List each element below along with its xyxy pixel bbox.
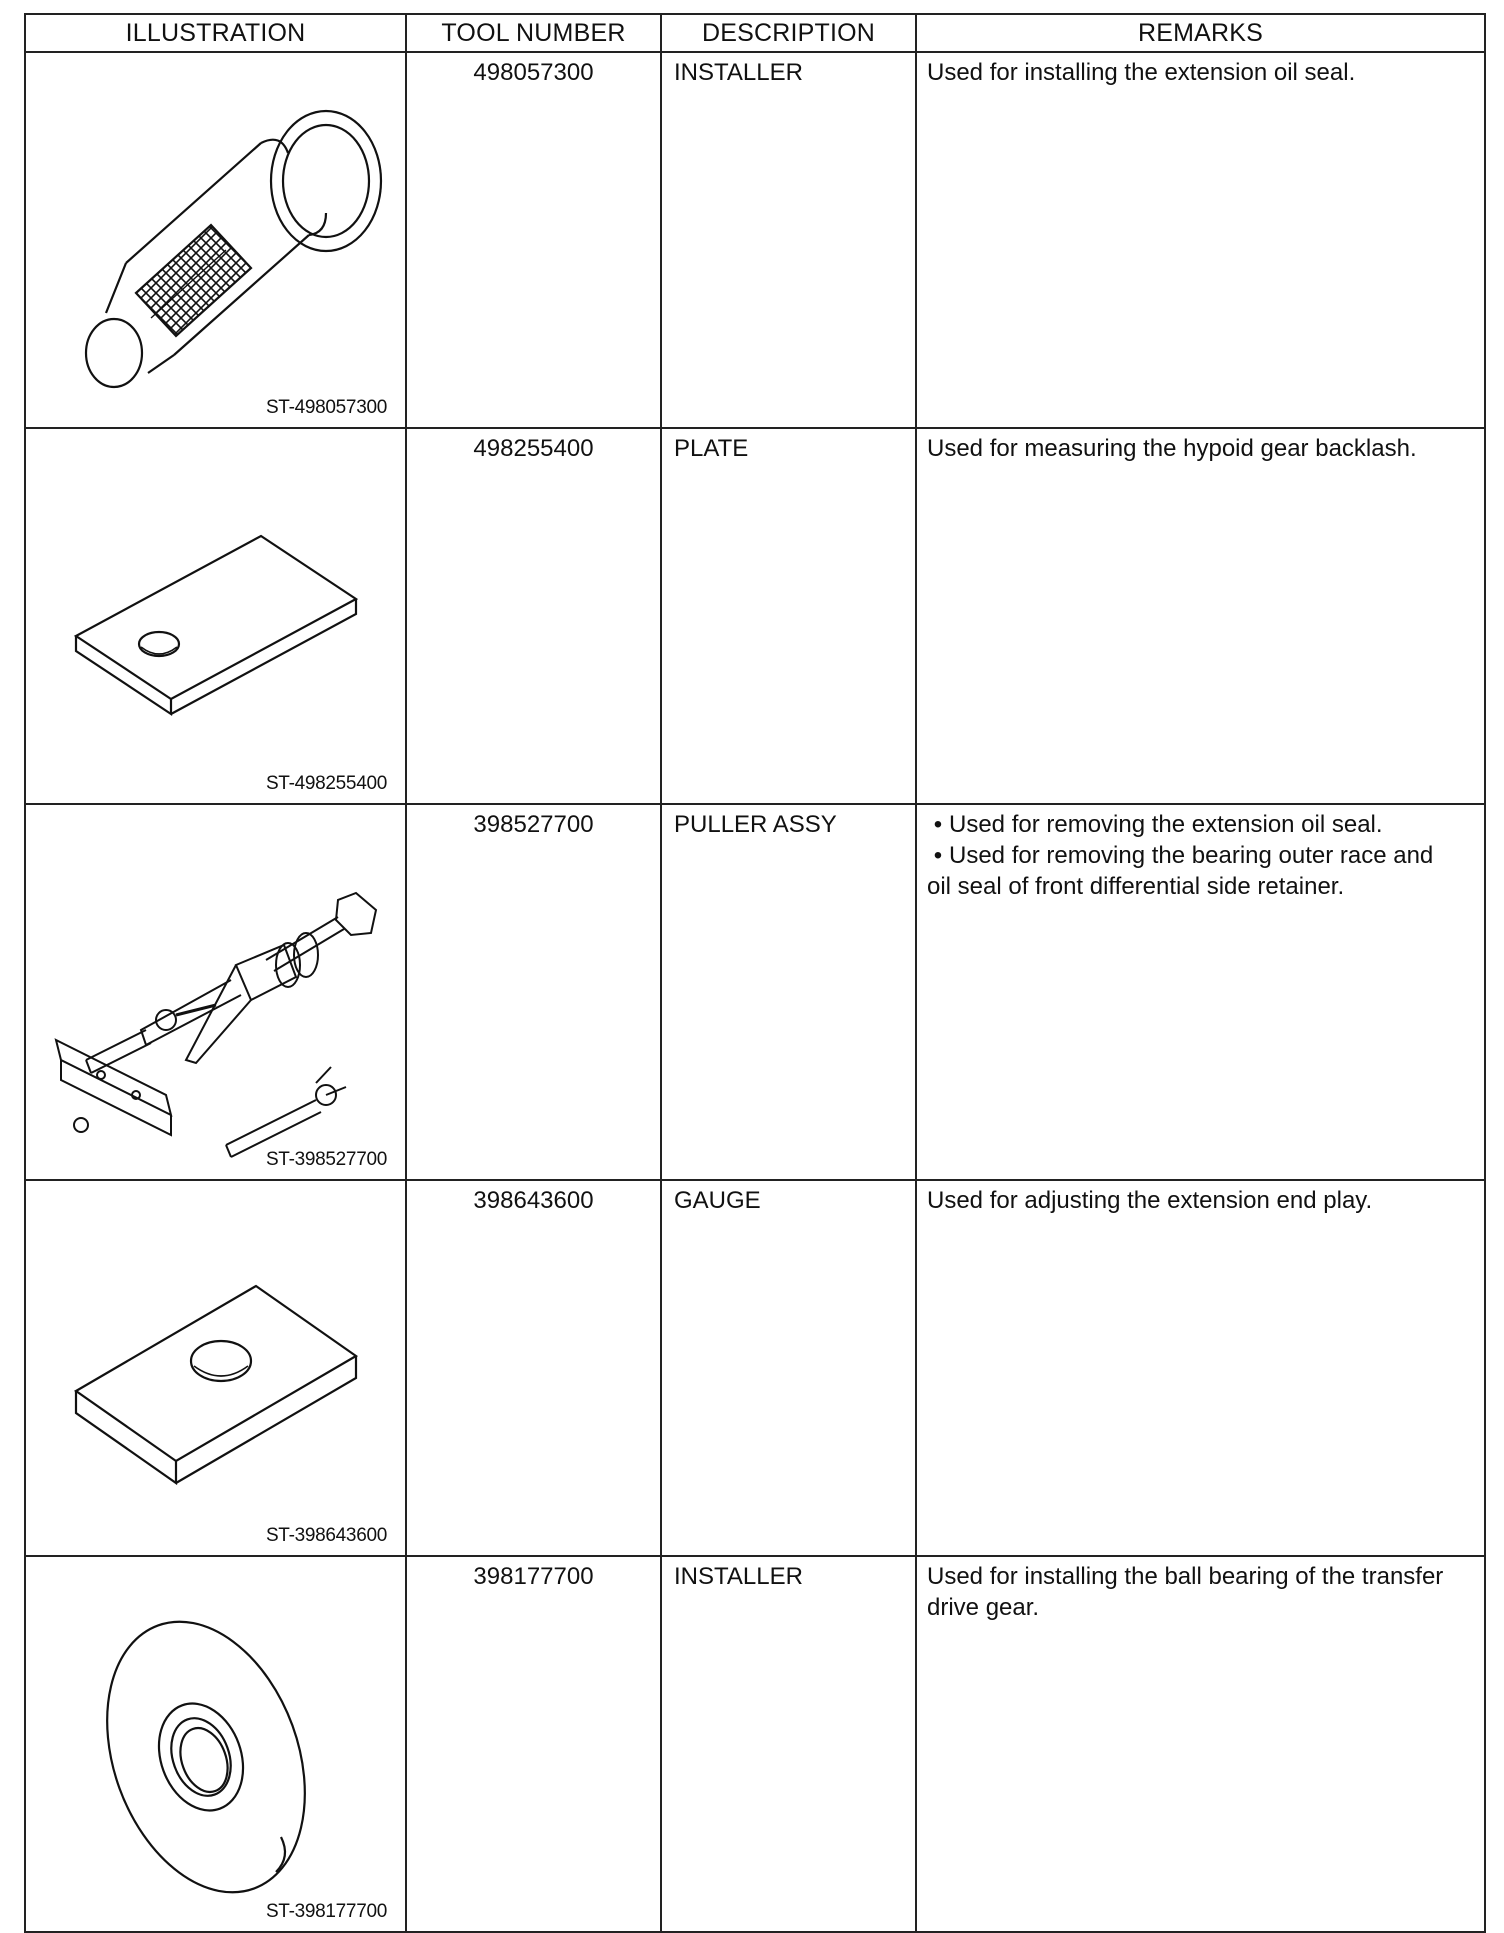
tool-number: 398177700	[406, 1556, 661, 1932]
tool-description: GAUGE	[661, 1180, 916, 1556]
installer-knurled-icon	[26, 53, 407, 423]
header-tool-number: TOOL NUMBER	[406, 14, 661, 52]
table-row	[25, 1180, 1485, 1556]
tool-number: 398527700	[406, 804, 661, 1180]
tool-remark: Used for installing the ball bearing of the transfer drive gear.	[916, 1556, 1485, 1932]
puller-assy-icon	[26, 805, 407, 1175]
illustration-cell	[25, 428, 406, 804]
table-row	[25, 804, 1485, 1180]
table-row	[25, 428, 1485, 804]
illustration-cell	[25, 1180, 406, 1556]
header-remarks: REMARKS	[916, 14, 1485, 52]
tool-remark	[916, 804, 1485, 1180]
header-row	[25, 14, 1485, 52]
illustration-caption: ST-498255400	[265, 773, 387, 794]
remark-bullet: • Used for removing the bearing outer race and	[933, 842, 1434, 869]
tool-description: INSTALLER	[661, 52, 916, 428]
header-description: DESCRIPTION	[661, 14, 916, 52]
table-row	[25, 52, 1485, 428]
tool-number: 398643600	[406, 1180, 661, 1556]
tool-remark: Used for adjusting the extension end play.	[916, 1180, 1485, 1556]
plate-icon	[26, 429, 407, 799]
installer-disc-icon	[26, 1557, 407, 1927]
tool-number: 498255400	[406, 428, 661, 804]
tool-description: PLATE	[661, 428, 916, 804]
gauge-plate-icon	[26, 1181, 407, 1551]
tool-remark: Used for installing the extension oil seal.	[916, 52, 1485, 428]
tool-description: INSTALLER	[661, 1556, 916, 1932]
illustration-cell	[25, 804, 406, 1180]
special-tools-table	[24, 13, 1486, 1933]
illustration-cell	[25, 52, 406, 428]
header-illustration: ILLUSTRATION	[25, 14, 406, 52]
tool-number: 498057300	[406, 52, 661, 428]
illustration-caption: ST-398643600	[265, 1525, 387, 1546]
illustration-caption: ST-498057300	[265, 397, 387, 418]
tool-description: PULLER ASSY	[661, 804, 916, 1180]
remark-bullet: • Used for removing the extension oil seal.	[933, 811, 1383, 838]
illustration-cell	[25, 1556, 406, 1932]
illustration-caption: ST-398177700	[265, 1901, 387, 1922]
table-row	[25, 1556, 1485, 1932]
remark-continuation: oil seal of front differential side retainer.	[927, 873, 1345, 900]
tool-remark: Used for measuring the hypoid gear backlash.	[916, 428, 1485, 804]
illustration-caption: ST-398527700	[265, 1149, 387, 1170]
